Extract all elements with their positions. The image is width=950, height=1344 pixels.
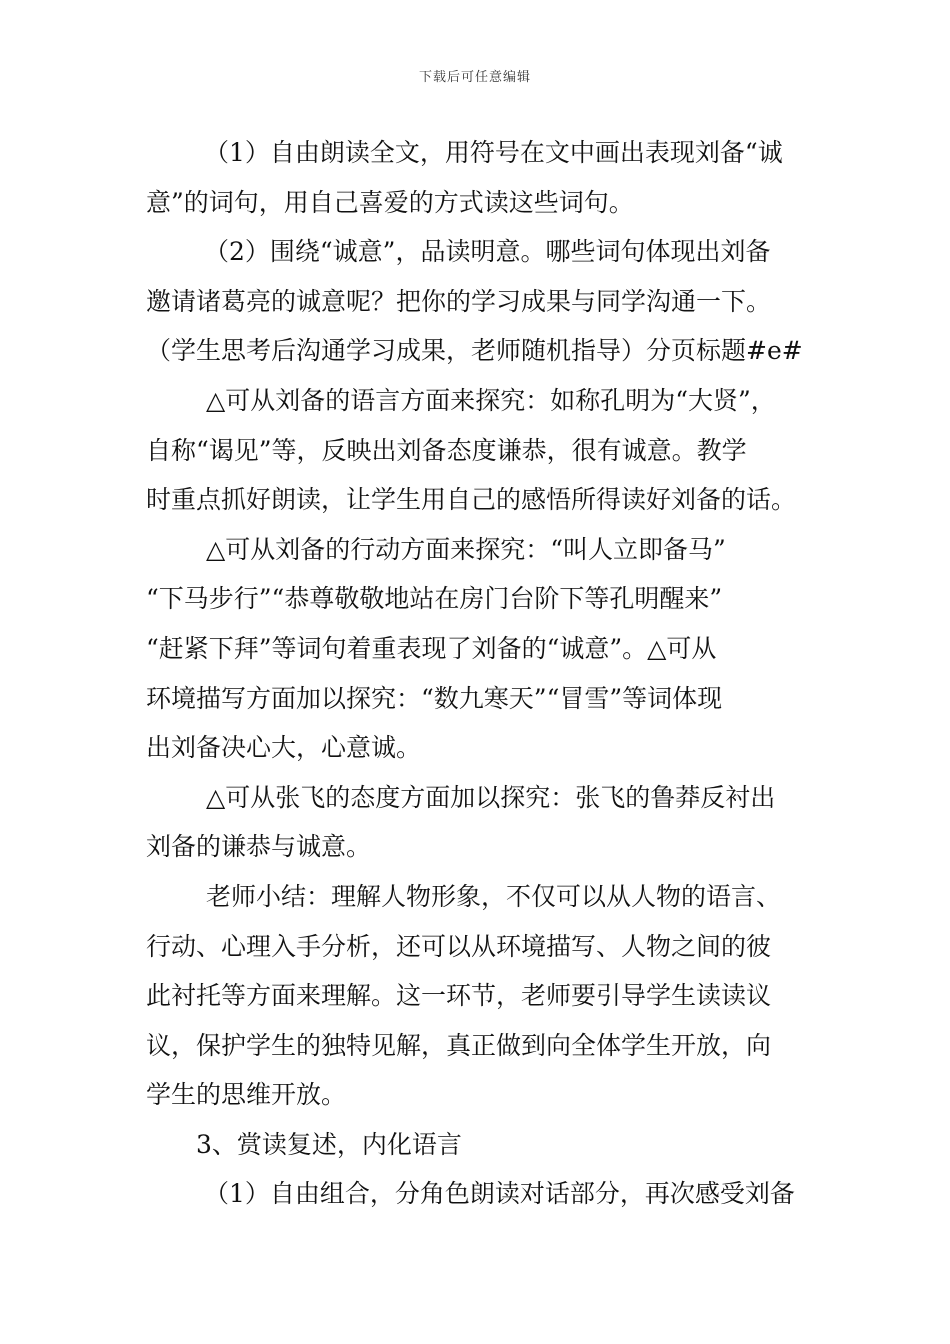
paragraph-line: （学生思考后沟通学习成果，老师随机指导）分页标题#e# bbox=[146, 336, 803, 366]
page-header: 下载后可任意编辑 bbox=[418, 70, 531, 85]
paragraph-line: 老师小结：理解人物形象，不仅可以从人物的语言、 bbox=[206, 881, 782, 911]
paragraph-line: （1）自由朗读全文，用符号在文中画出表现刘备“诚 bbox=[204, 138, 783, 167]
paragraph-line: 时重点抓好朗读，让学生用自己的感悟所得读好刘备的话。 bbox=[146, 485, 797, 515]
paragraph-line: （2）围绕“诚意”，品读明意。哪些词句体现出刘备 bbox=[204, 237, 771, 267]
paragraph-line: 学生的思维开放。 bbox=[146, 1080, 347, 1110]
paragraph-line: “下马步行”“恭尊敬敬地站在房门台阶下等孔明醒来” bbox=[146, 584, 723, 614]
paragraph-line: 出刘备决心大，心意诚。 bbox=[146, 733, 422, 763]
section-heading: 3、赏读复述，内化语言 bbox=[196, 1129, 462, 1159]
paragraph-line: 议，保护学生的独特见解，真正做到向全体学生开放，向 bbox=[146, 1030, 772, 1060]
paragraph-line: △可从刘备的语言方面来探究：如称孔明为“大贤”， bbox=[206, 385, 776, 415]
paragraph-line: 此衬托等方面来理解。这一环节，老师要引导学生读读议 bbox=[146, 981, 772, 1011]
paragraph-line: 环境描写方面加以探究：“数九寒天”“冒雪”等词体现 bbox=[146, 683, 723, 713]
document-body bbox=[146, 128, 816, 1219]
paragraph-line: 行动、心理入手分析，还可以从环境描写、人物之间的彼 bbox=[146, 931, 772, 961]
paragraph-line: 刘备的谦恭与诚意。 bbox=[146, 832, 372, 862]
paragraph-line: △可从刘备的行动方面来探究：“叫人立即备马” bbox=[206, 534, 726, 564]
paragraph-line: 意”的词句，用自己喜爱的方式读这些词句。 bbox=[146, 187, 634, 217]
paragraph-line: △可从张飞的态度方面加以探究：张飞的鲁莽反衬出 bbox=[206, 782, 776, 812]
paragraph-line: （1）自由组合，分角色朗读对话部分，再次感受刘备 bbox=[204, 1179, 795, 1209]
paragraph-line: 自称“谒见”等，反映出刘备态度谦恭，很有诚意。教学 bbox=[146, 435, 747, 465]
paragraph-line: “赶紧下拜”等词句着重表现了刘备的“诚意”。△可从 bbox=[146, 633, 717, 663]
paragraph-line: 邀请诸葛亮的诚意呢？把你的学习成果与同学沟通一下。 bbox=[146, 286, 772, 316]
